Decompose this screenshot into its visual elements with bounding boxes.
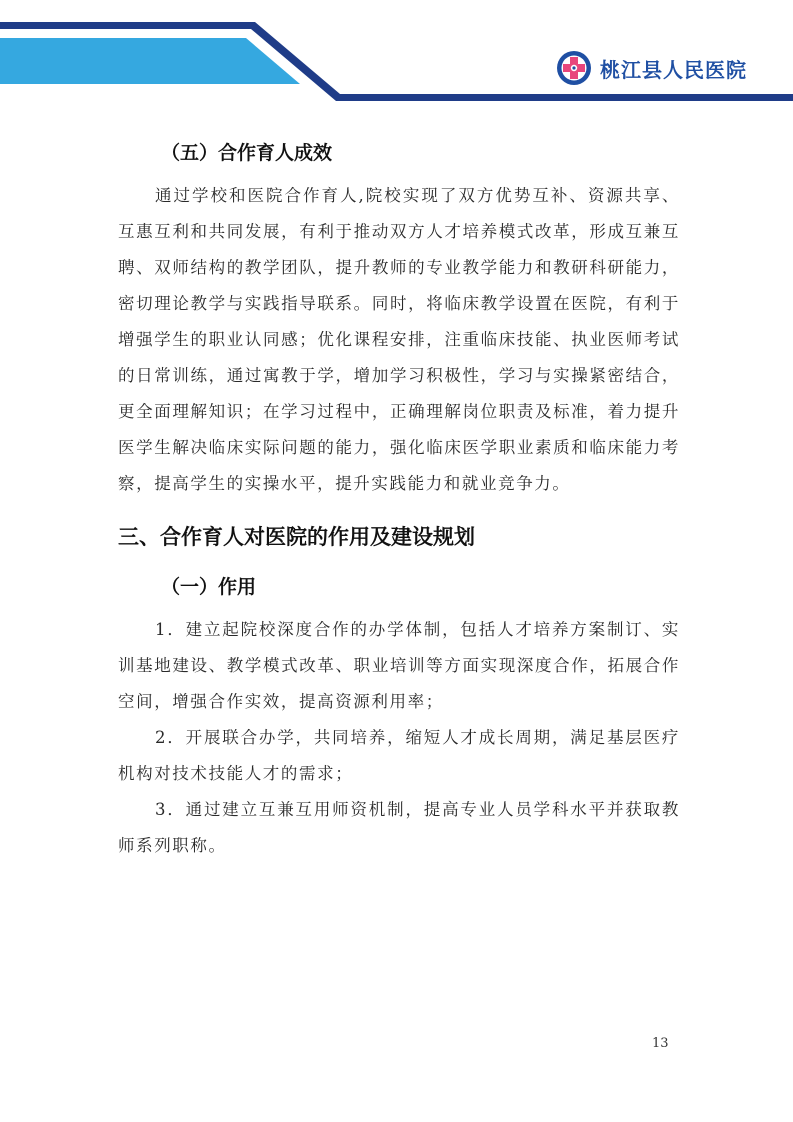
hospital-brand bbox=[556, 48, 776, 88]
list-item: 2．开展联合办学，共同培养，缩短人才成长周期，满足基层医疗机构对技术技能人才的需求； bbox=[118, 728, 680, 783]
section5-paragraph: 通过学校和医院合作育人,院校实现了双方优势互补、资源共享、互惠互利和共同发展，有利于推动双方人才培养模式改革，形成互兼互聘、双师结构的教学团队，提升教师的专业教学能力和教研科研能力，密切理论教学与实践指导联系。同时，将临床教学设置在医院，有利于增强学生的职业认同感；优化课程安排，注重临床技能、执业医师考试的日常训练，通过寓教于学，增加学习积极性，学习与实操紧密结合，更全面理解知识；在学习过程中，正确理解岗位职责及标准，着力提升医学生解决临床实际问题的能力，强化临床医学职业素质和临床能力考察，提高学生的实操水平，提升实践能力和就业竞争力。 bbox=[118, 186, 680, 493]
hospital-logo-icon bbox=[556, 50, 592, 86]
page-number: 13 bbox=[652, 1036, 669, 1051]
hospital-name: 桃江县人民医院 bbox=[600, 57, 747, 82]
sub1-heading: （一）作用 bbox=[161, 576, 257, 598]
document-body bbox=[118, 138, 680, 864]
chapter3-heading: 三、合作育人对医院的作用及建设规划 bbox=[118, 525, 475, 549]
header-light-band bbox=[0, 38, 300, 84]
list-item: 1．建立起院校深度合作的办学体制，包括人才培养方案制订、实训基地建设、教学模式改革、职业培训等方面实现深度合作，拓展合作空间，增强合作实效，提高资源利用率； bbox=[118, 620, 680, 711]
section5-heading: （五）合作育人成效 bbox=[161, 142, 333, 164]
list-item: 3．通过建立互兼互用师资机制，提高专业人员学科水平并获取教师系列职称。 bbox=[118, 800, 680, 855]
